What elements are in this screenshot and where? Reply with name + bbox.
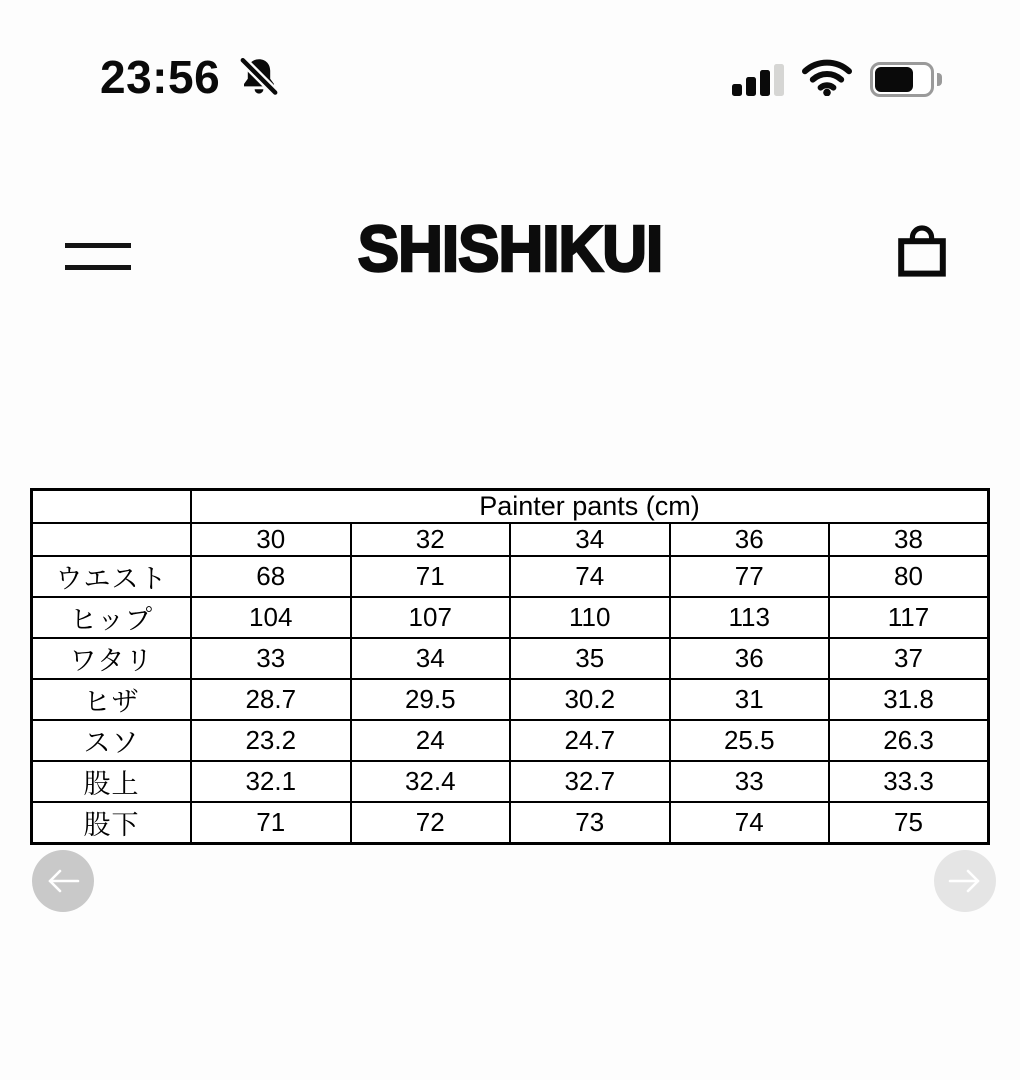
size-table-body — [32, 490, 989, 844]
measurement-value-cell: 35 — [510, 638, 670, 679]
measurement-value-cell: 113 — [670, 597, 830, 638]
carousel-prev-button[interactable] — [32, 850, 94, 912]
measurement-value-cell: 73 — [510, 802, 670, 844]
measurement-row — [32, 597, 989, 638]
measurement-value-cell: 28.7 — [191, 679, 351, 720]
measurement-value-cell: 107 — [351, 597, 511, 638]
measurement-label-cell: 股上 — [32, 761, 192, 802]
cart-button[interactable] — [892, 220, 952, 287]
table-title-row — [32, 490, 989, 524]
measurement-value-cell: 31.8 — [829, 679, 989, 720]
measurement-label-cell: ヒップ — [32, 597, 192, 638]
measurement-value-cell: 31 — [670, 679, 830, 720]
measurement-value-cell: 33 — [191, 638, 351, 679]
measurement-value-cell: 71 — [351, 556, 511, 597]
carousel-next-button[interactable] — [934, 850, 996, 912]
battery-icon — [870, 62, 942, 97]
size-header-cell: 34 — [510, 523, 670, 556]
size-header-row — [32, 523, 989, 556]
measurement-value-cell: 33 — [670, 761, 830, 802]
measurement-value-cell: 71 — [191, 802, 351, 844]
measurement-value-cell: 36 — [670, 638, 830, 679]
arrow-right-icon — [947, 868, 983, 894]
size-chart — [30, 488, 990, 845]
status-bar-right — [732, 58, 942, 101]
measurement-value-cell: 30.2 — [510, 679, 670, 720]
measurement-value-cell: 80 — [829, 556, 989, 597]
measurement-value-cell: 32.7 — [510, 761, 670, 802]
measurement-value-cell: 68 — [191, 556, 351, 597]
measurement-label-cell: ワタリ — [32, 638, 192, 679]
measurement-value-cell: 32.4 — [351, 761, 511, 802]
shop-header — [0, 210, 1020, 310]
measurement-value-cell: 104 — [191, 597, 351, 638]
measurement-row — [32, 802, 989, 844]
measurement-value-cell: 32.1 — [191, 761, 351, 802]
size-table — [30, 488, 990, 845]
size-header-empty-cell — [32, 523, 192, 556]
clock-time: 23:56 — [100, 51, 221, 103]
measurement-row — [32, 638, 989, 679]
size-header-cell: 32 — [351, 523, 511, 556]
measurement-row — [32, 679, 989, 720]
measurement-label-cell: ウエスト — [32, 556, 192, 597]
shopping-bag-icon — [892, 220, 952, 284]
measurement-row — [32, 720, 989, 761]
arrow-left-icon — [45, 868, 81, 894]
measurement-value-cell: 24.7 — [510, 720, 670, 761]
measurement-value-cell: 26.3 — [829, 720, 989, 761]
measurement-value-cell: 29.5 — [351, 679, 511, 720]
measurement-label-cell: 股下 — [32, 802, 192, 844]
measurement-value-cell: 110 — [510, 597, 670, 638]
size-header-cell: 30 — [191, 523, 351, 556]
measurement-value-cell: 25.5 — [670, 720, 830, 761]
corner-cell — [32, 490, 192, 524]
measurement-value-cell: 117 — [829, 597, 989, 638]
measurement-value-cell: 33.3 — [829, 761, 989, 802]
measurement-value-cell: 34 — [351, 638, 511, 679]
shop-logo[interactable]: SHISHIKUI — [357, 213, 663, 286]
measurement-value-cell: 74 — [510, 556, 670, 597]
cellular-signal-icon — [732, 64, 784, 96]
measurement-value-cell: 77 — [670, 556, 830, 597]
measurement-label-cell: ヒザ — [32, 679, 192, 720]
bell-slash-icon — [235, 54, 283, 107]
measurement-value-cell: 74 — [670, 802, 830, 844]
size-header-cell: 36 — [670, 523, 830, 556]
measurement-value-cell: 72 — [351, 802, 511, 844]
measurement-value-cell: 23.2 — [191, 720, 351, 761]
status-bar — [0, 0, 1020, 115]
measurement-label-cell: スソ — [32, 720, 192, 761]
size-header-cell: 38 — [829, 523, 989, 556]
battery-fill — [875, 67, 913, 92]
table-title-cell: Painter pants (cm) — [191, 490, 989, 524]
measurement-row — [32, 761, 989, 802]
measurement-value-cell: 37 — [829, 638, 989, 679]
measurement-value-cell: 24 — [351, 720, 511, 761]
measurement-row — [32, 556, 989, 597]
measurement-value-cell: 75 — [829, 802, 989, 844]
wifi-icon — [801, 58, 853, 101]
